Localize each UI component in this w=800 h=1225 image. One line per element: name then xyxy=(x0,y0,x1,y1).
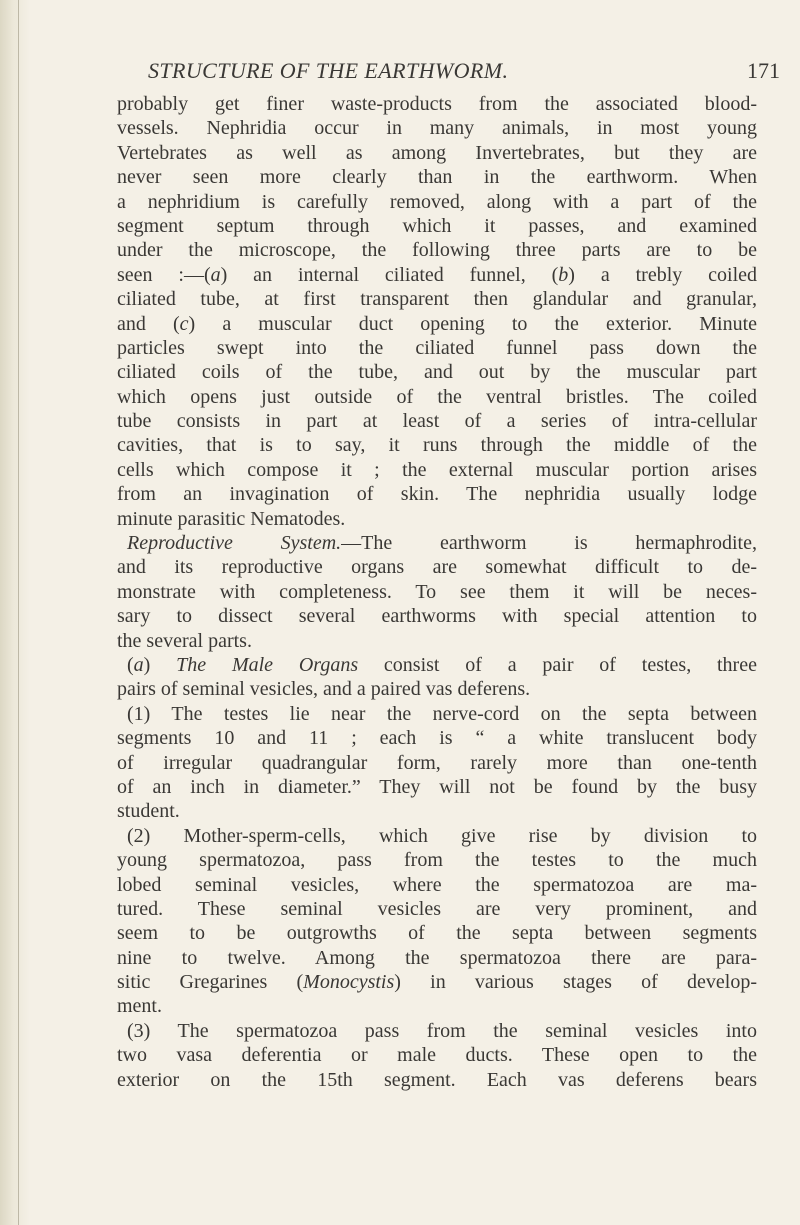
text-line xyxy=(117,312,757,336)
running-head: STRUCTURE OF THE EARTHWORM. xyxy=(148,58,509,83)
text-line: from an invagination of skin. The nephridia usually lodge xyxy=(117,483,757,506)
italic-span: The Male Organs xyxy=(176,653,359,676)
text-line: ciliated coils of the tube, and out by the muscular part xyxy=(117,361,757,384)
text-line: ment. xyxy=(117,995,162,1018)
binding-edge xyxy=(18,0,19,1225)
page-number: 171 xyxy=(747,58,780,83)
text-line: under the microscope, the following three parts are to be xyxy=(117,239,757,262)
text-line: young spermatozoa, pass from the testes to the much xyxy=(117,849,757,872)
text-line: two vasa deferentia or male ducts. These open to the xyxy=(117,1044,757,1067)
page-header xyxy=(148,58,780,88)
text-span: ) a muscular duct opening to the exterior. Minute xyxy=(188,312,757,335)
text-span: ) a trebly coiled xyxy=(568,263,757,286)
text-span: seen :—( xyxy=(117,263,211,286)
text-line: and its reproductive organs are somewhat difficult to de- xyxy=(117,556,757,579)
page-binding-shadow xyxy=(0,0,30,1225)
text-line: pairs of seminal vesicles, and a paired vas deferens. xyxy=(117,678,531,701)
text-line: Vertebrates as well as among Invertebrates, but they are xyxy=(117,141,757,164)
text-line: exterior on the 15th segment. Each vas deferens bears xyxy=(117,1068,757,1091)
italic-span: Reproductive System. xyxy=(127,532,342,555)
text-line: probably get finer waste-products from the associated blood- xyxy=(117,93,757,115)
text-line: tube consists in part at least of a series of intra-cellular xyxy=(117,410,757,433)
text-line: of irregular quadrangular form, rarely more than one-tenth xyxy=(117,751,757,774)
text-span: ) an internal ciliated funnel, ( xyxy=(220,263,559,286)
text-line: ciliated tube, at first transparent then glandular and granular, xyxy=(117,288,757,311)
italic-span: a xyxy=(210,263,221,286)
text-line xyxy=(117,263,757,287)
italic-span: a xyxy=(133,653,144,676)
text-line: of an inch in diameter.” They will not be found by the busy xyxy=(117,775,757,798)
text-span: ) xyxy=(143,653,177,676)
text-line: never seen more clearly than in the earthworm. When xyxy=(117,166,757,189)
text-line: segment septum through which it passes, and examined xyxy=(117,214,757,237)
text-span: and ( xyxy=(117,312,180,335)
text-line: (2) Mother-sperm-cells, which give rise by division to xyxy=(127,824,757,847)
text-span: ) in various stages of develop- xyxy=(394,971,757,994)
text-line: vessels. Nephridia occur in many animals, in most young xyxy=(117,117,757,140)
text-line: student. xyxy=(117,800,180,823)
italic-span: b xyxy=(558,263,569,286)
text-line xyxy=(117,531,757,555)
text-line: segments 10 and 11 ; each is “ a white translucent body xyxy=(117,727,757,750)
text-line: seem to be outgrowths of the septa between segments xyxy=(117,922,757,945)
italic-span: c xyxy=(179,312,189,335)
body-text xyxy=(117,92,757,1092)
text-line: which opens just outside of the ventral bristles. The coiled xyxy=(117,385,757,408)
text-line: minute parasitic Nematodes. xyxy=(117,507,346,530)
text-line: tured. These seminal vesicles are very prominent, and xyxy=(117,897,757,920)
text-line: a nephridium is carefully removed, along with a part of the xyxy=(117,190,757,213)
text-line xyxy=(117,653,757,677)
text-line xyxy=(117,970,757,994)
text-line: cells which compose it ; the external muscular portion arises xyxy=(117,458,757,481)
text-line: particles swept into the ciliated funnel pass down the xyxy=(117,336,757,359)
text-line: sary to dissect several earthworms with special attention to xyxy=(117,605,757,628)
text-span: consist of a pair of testes, three xyxy=(358,653,757,676)
text-line: (1) The testes lie near the nerve-cord on the septa between xyxy=(127,702,757,725)
text-line: monstrate with completeness. To see them it will be neces- xyxy=(117,580,757,603)
text-span: ( xyxy=(127,653,134,676)
text-line: the several parts. xyxy=(117,629,252,652)
text-line: (3) The spermatozoa pass from the seminal vesicles into xyxy=(127,1019,757,1042)
text-span: sitic Gregarines ( xyxy=(117,971,304,994)
text-line: nine to twelve. Among the spermatozoa there are para- xyxy=(117,946,757,969)
text-line: lobed seminal vesicles, where the spermatozoa are ma- xyxy=(117,873,757,896)
text-span: —The earthworm is hermaphrodite, xyxy=(341,532,757,555)
text-line: cavities, that is to say, it runs through the middle of the xyxy=(117,434,757,457)
italic-span: Monocystis xyxy=(303,971,395,994)
